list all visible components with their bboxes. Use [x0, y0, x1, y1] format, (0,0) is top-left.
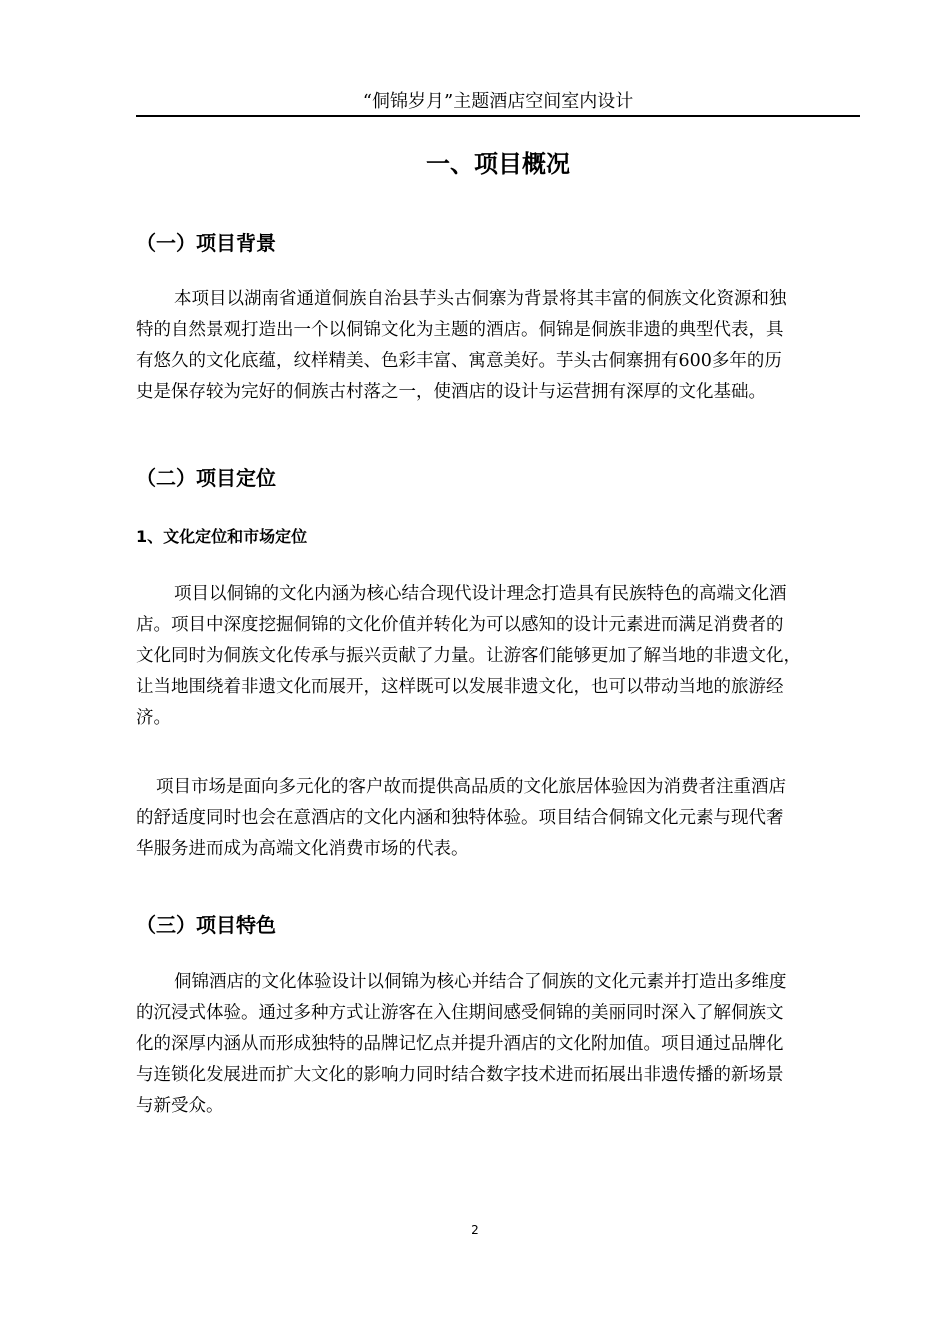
text-line: 的舒适度同时也会在意酒店的文化内涵和独特体验。项目结合侗锦文化元素与现代奢 — [136, 808, 784, 828]
text-line: 的沉浸式体验。通过多种方式让游客在入住期间感受侗锦的美丽同时深入了解侗族文 — [136, 1003, 784, 1023]
text-line: 与新受众。 — [136, 1096, 224, 1116]
subsection-heading: 1、文化定位和市场定位 — [136, 527, 308, 546]
paragraph-positioning-1 — [136, 579, 860, 734]
chapter-title: 一、项目概况 — [426, 150, 570, 178]
text-line: 让当地围绕着非遗文化而展开，这样既可以发展非遗文化，也可以带动当地的旅游经 — [136, 677, 784, 697]
paragraph-positioning-2 — [136, 772, 860, 865]
paragraph-features — [136, 967, 860, 1122]
section-heading-background: （一）项目背景 — [136, 231, 276, 255]
text-line: 本项目以湖南省通道侗族自治县芋头古侗寨为背景将其丰富的侗族文化资源和独 — [174, 289, 787, 309]
text-line: 项目以侗锦的文化内涵为核心结合现代设计理念打造具有民族特色的高端文化酒 — [174, 584, 787, 604]
paragraph-background — [136, 284, 860, 408]
running-header: “侗锦岁月”主题酒店空间室内设计 — [362, 91, 634, 112]
text-line: 项目市场是面向多元化的客户故而提供高品质的文化旅居体验因为消费者注重酒店 — [156, 777, 786, 797]
text-line: 华服务进而成为高端文化消费市场的代表。 — [136, 839, 469, 859]
text-line: 侗锦酒店的文化体验设计以侗锦为核心并结合了侗族的文化元素并打造出多维度 — [174, 972, 787, 992]
text-line: 有悠久的文化底蕴，纹样精美、色彩丰富、寓意美好。芋头古侗寨拥有600多年的历 — [136, 351, 782, 371]
header-divider — [136, 115, 860, 117]
text-line: 史是保存较为完好的侗族古村落之一，使酒店的设计与运营拥有深厚的文化基础。 — [136, 382, 766, 402]
text-line: 济。 — [136, 708, 171, 728]
text-line: 店。项目中深度挖掘侗锦的文化价值并转化为可以感知的设计元素进而满足消费者的 — [136, 615, 784, 635]
text-line: 与连锁化发展进而扩大文化的影响力同时结合数字技术进而拓展出非遗传播的新场景 — [136, 1065, 784, 1085]
page-number: 2 — [471, 1223, 479, 1237]
text-line: 特的自然景观打造出一个以侗锦文化为主题的酒店。侗锦是侗族非遗的典型代表，具 — [136, 320, 784, 340]
text-line: 化的深厚内涵从而形成独特的品牌记忆点并提升酒店的文化附加值。项目通过品牌化 — [136, 1034, 784, 1054]
text-line: 文化同时为侗族文化传承与振兴贡献了力量。让游客们能够更加了解当地的非遗文化， — [136, 646, 801, 666]
section-heading-features: （三）项目特色 — [136, 913, 276, 937]
section-heading-positioning: （二）项目定位 — [136, 466, 276, 490]
